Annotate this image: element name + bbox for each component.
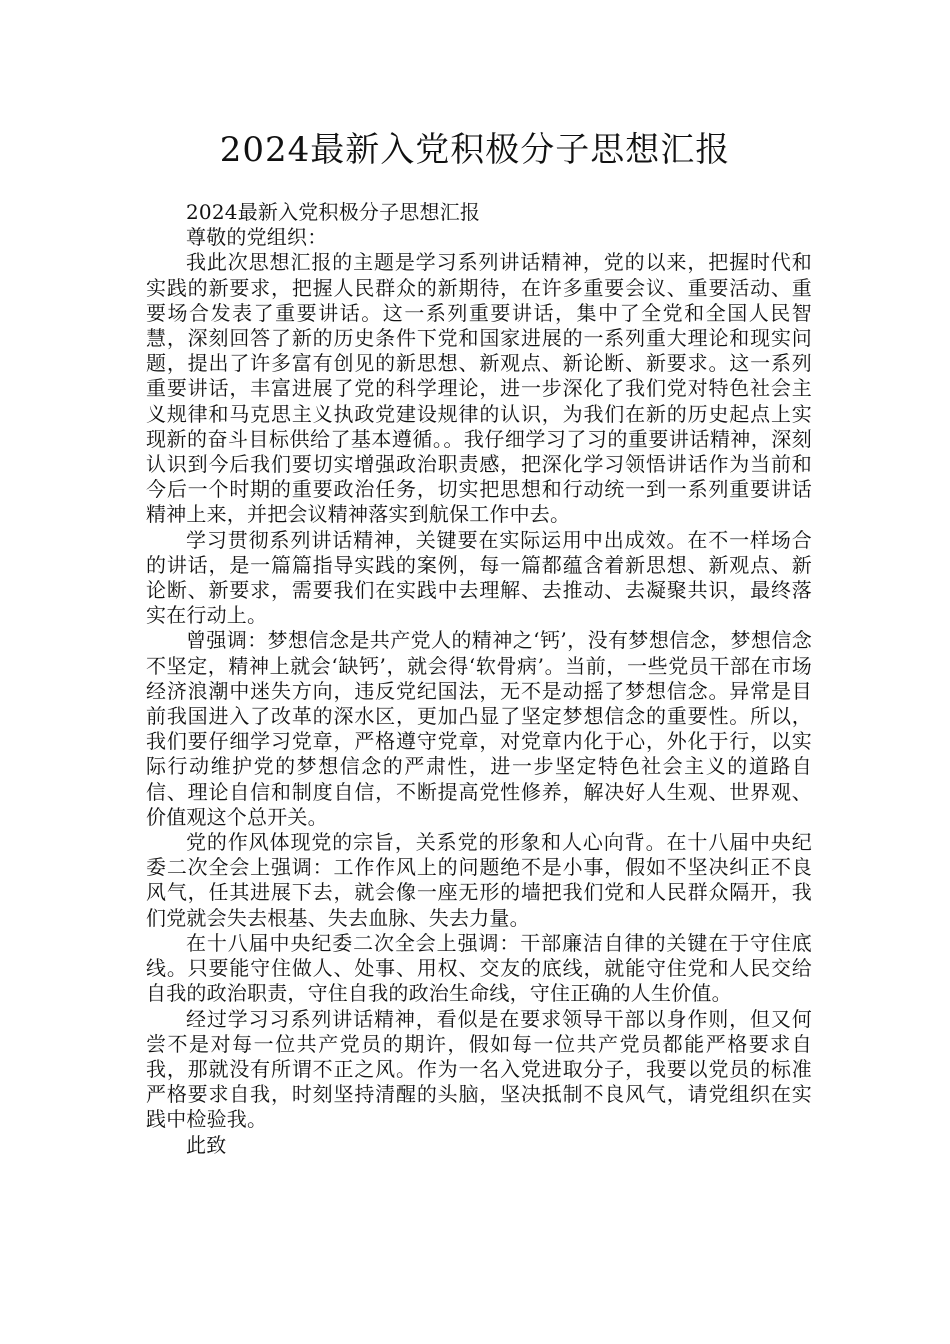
- document-title: 2024最新入党积极分子思想汇报: [219, 130, 731, 170]
- closing-line: 此致: [186, 1132, 227, 1157]
- paragraph: 经过学习习系列讲话精神，看似是在要求领导干部以身作则，但又何尝不是对每一位共产党员的期许，假如每一位共产党员都能严格要求自我，那就没有所谓不正之风。作为一名入党进取分子，我要以党员的标准严格要求自我，时刻坚持清醒的头脑，坚决抵制不良风气，请党组织在实践中检验我。: [146, 1006, 812, 1132]
- paragraph: 党的作风体现党的宗旨，关系党的形象和人心向背。在十八届中央纪委二次全会上强调：工作作风上的问题绝不是小事，假如不坚决纠正不良风气，任其进展下去，就会像一座无形的墙把我们党和人民群众隔开，我们党就会失去根基、失去血脉、失去力量。: [146, 830, 812, 930]
- paragraph: 曾强调：梦想信念是共产党人的精神之‘钙’，没有梦想信念，梦想信念不坚定，精神上就会‘缺钙’，就会得‘软骨病’。当前，一些党员干部在市场经济浪潮中迷失方向，违反党纪国法，无不是动摇了梦想信念。异常是目前我国进入了改革的深水区，更加凸显了坚定梦想信念的重要性。所以，我们要仔细学习党章，严格遵守党章，对党章内化于心，外化于行，以实际行动维护党的梦想信念的严肃性，进一步坚定特色社会主义的道路自信、理论自信和制度自信，不断提高党性修养，解决好人生观、世界观、价值观这个总开关。: [146, 628, 812, 829]
- paragraph: 我此次思想汇报的主题是学习系列讲话精神，党的以来，把握时代和实践的新要求，把握人民群众的新期待，在许多重要会议、重要活动、重要场合发表了重要讲话。这一系列重要讲话，集中了全党和全国人民智慧，深刻回答了新的历史条件下党和国家进展的一系列重大理论和现实问题，提出了许多富有创见的新思想、新观点、新论断、新要求。这一系列重要讲话，丰富进展了党的科学理论，进一步深化了我们党对特色社会主义规律和马克思主义执政党建设规律的认识，为我们在新的历史起点上实现新的奋斗目标供给了基本遵循。。我仔细学习了习的重要讲话精神，深刻认识到今后我们要切实增强政治职责感，把深化学习领悟讲话作为当前和今后一个时期的重要政治任务，切实把思想和行动统一到一系列重要讲话精神上来，并把会议精神落实到航保工作中去。: [146, 250, 812, 527]
- subtitle-line: 2024最新入党积极分子思想汇报: [186, 200, 481, 224]
- paragraph: 在十八届中央纪委二次全会上强调：干部廉洁自律的关键在于守住底线。只要能守住做人、处事、用权、交友的底线，就能守住党和人民交给自我的政治职责，守住自我的政治生命线，守住正确的人生价值。: [146, 930, 812, 1006]
- paragraph: 学习贯彻系列讲话精神，关键要在实际运用中出成效。在不一样场合的讲话，是一篇篇指导实践的案例，每一篇都蕴含着新思想、新观点、新论断、新要求，需要我们在实践中去理解、去推动、去凝聚共识，最终落实在行动上。: [146, 527, 812, 628]
- salutation: 尊敬的党组织：: [186, 225, 328, 250]
- document-body: [146, 200, 812, 1158]
